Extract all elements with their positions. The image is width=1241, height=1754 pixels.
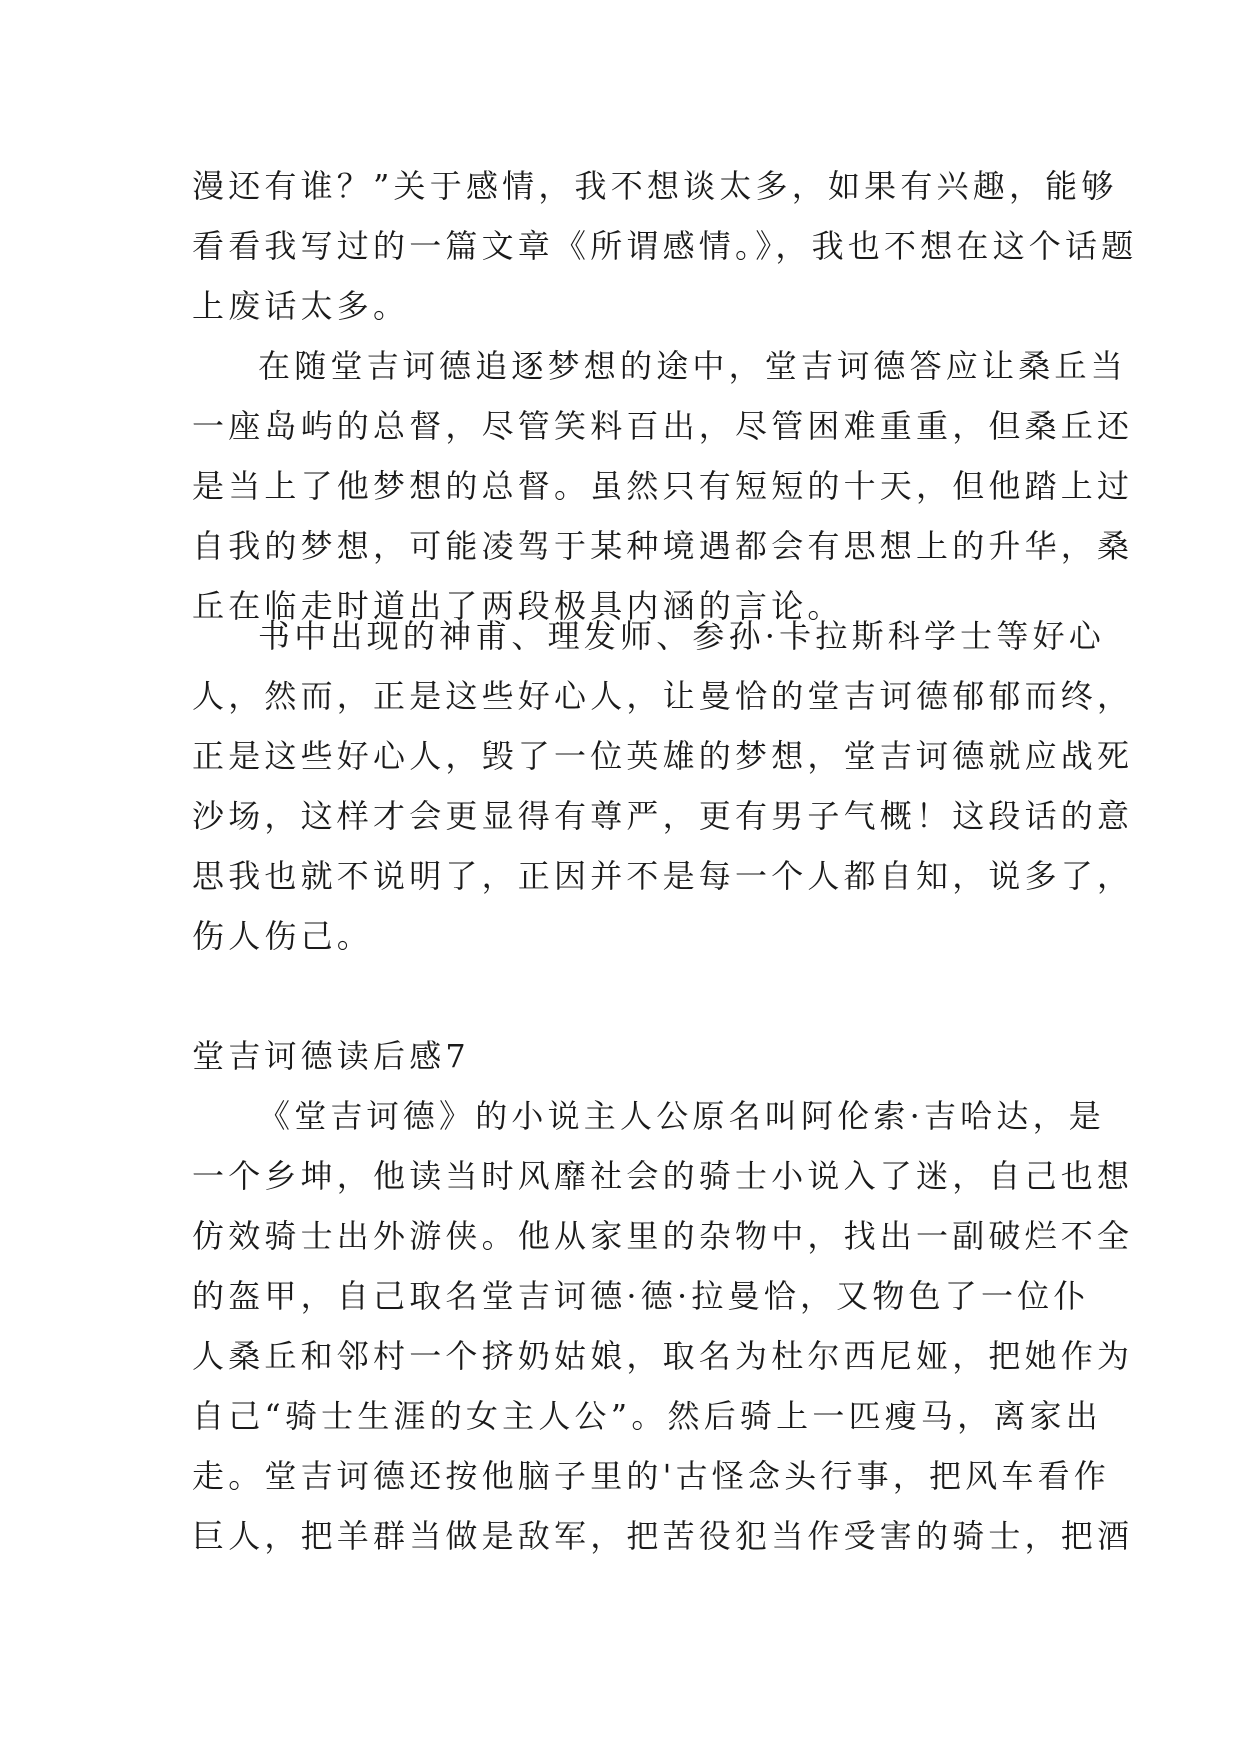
text-line: 的盔甲，自己取名堂吉诃德·德·拉曼恰，又物色了一位仆 (192, 1277, 1090, 1315)
text-line: 《堂吉诃德》的小说主人公原名叫阿伦索·吉哈达，是 (258, 1097, 1105, 1135)
section-heading-text: 堂吉诃德读后感7 (192, 1037, 470, 1075)
text-line: 巨人，把羊群当做是敌军，把苦役犯当作受害的骑士，把酒 (192, 1517, 1134, 1555)
paragraph-good-people (192, 606, 1134, 966)
text-line: 丘在临走时道出了两段极具内涵的言论。 (192, 587, 844, 625)
text-line: 正是这些好心人，毁了一位英雄的梦想，堂吉诃德就应战死 (192, 737, 1134, 775)
text-line: 自己“骑士生涯的女主人公”。然后骑上一匹瘦马，离家出 (192, 1397, 1102, 1435)
text-line: 一座岛屿的总督，尽管笑料百出，尽管困难重重，但桑丘还 (192, 407, 1134, 445)
text-line: 人，然而，正是这些好心人，让曼恰的堂吉诃德郁郁而终， (192, 677, 1134, 715)
text-line: 人桑丘和邻村一个挤奶姑娘，取名为杜尔西尼娅，把她作为 (192, 1337, 1134, 1375)
text-line: 上废话太多。 (192, 287, 410, 325)
text-line: 在随堂吉诃德追逐梦想的途中，堂吉诃德答应让桑丘当 (258, 347, 1127, 385)
text-line: 思我也就不说明了，正因并不是每一个人都自知，说多了， (192, 857, 1134, 895)
text-line: 走。堂吉诃德还按他脑子里的'古怪念头行事，把风车看作 (192, 1457, 1110, 1495)
text-line: 是当上了他梦想的总督。虽然只有短短的十天，但他踏上过 (192, 467, 1134, 505)
paragraph-continuation (192, 156, 1138, 336)
text-line: 漫还有谁？”关于感情，我不想谈太多，如果有兴趣，能够 (192, 167, 1118, 205)
paragraph-novel-summary (192, 1086, 1134, 1566)
text-line: 自我的梦想，可能凌驾于某种境遇都会有思想上的升华，桑 (192, 527, 1134, 565)
text-line: 一个乡坤，他读当时风靡社会的骑士小说入了迷，自己也想 (192, 1157, 1134, 1195)
text-line: 看看我写过的一篇文章《所谓感情。》，我也不想在这个话题 (192, 227, 1138, 265)
section-heading (192, 1026, 1062, 1086)
text-line: 沙场，这样才会更显得有尊严，更有男子气概！这段话的意 (192, 797, 1134, 835)
text-line: 伤人伤己。 (192, 917, 374, 955)
text-line: 仿效骑士出外游侠。他从家里的杂物中，找出一副破烂不全 (192, 1217, 1134, 1255)
text-line: 书中出现的神甫、理发师、参孙·卡拉斯科学士等好心 (258, 617, 1105, 655)
